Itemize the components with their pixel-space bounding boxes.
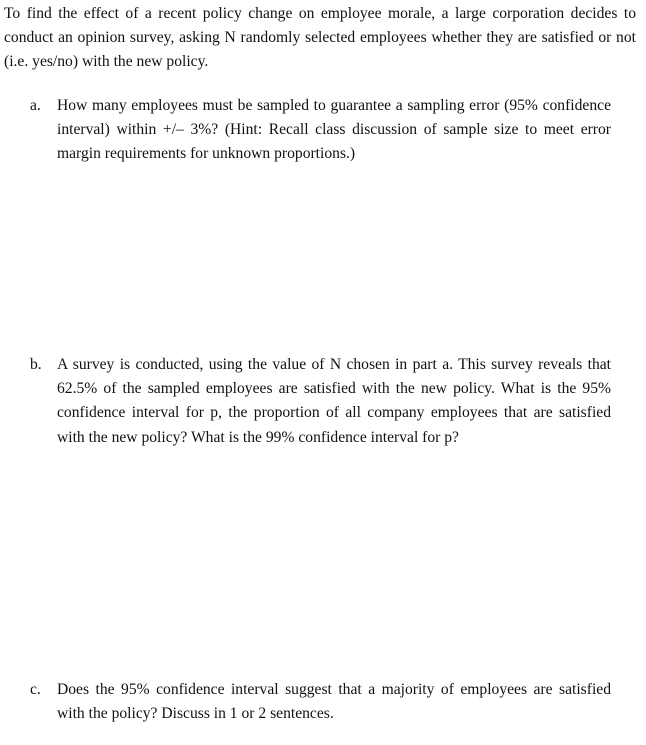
question-b-label: b. <box>30 356 42 373</box>
question-b-text: A survey is conducted, using the value of N chosen in part a. This survey reveals that 62.5% of the sampled employees are satisfied with the new policy. What is the 95% confidence interval for p, the proportion of all company employees that are satisfied with the new policy? What is the 99% confidence interval for p? <box>57 356 611 446</box>
question-b <box>30 353 611 450</box>
question-a-label: a. <box>30 97 41 114</box>
intro-paragraph: To find the effect of a recent policy change on employee morale, a large corporation decides to conduct an opinion survey, asking N randomly selected employees whether they are satisfied or not (i.e. yes/no) with the new policy. <box>4 5 636 71</box>
question-a-text: How many employees must be sampled to guarantee a sampling error (95% confidence interval) within +/– 3%? (Hint: Recall class discussion of sample size to meet error margin requirements for unknown proportions.) <box>57 97 611 163</box>
question-a <box>30 94 611 167</box>
question-c <box>30 678 611 726</box>
question-c-text: Does the 95% confidence interval suggest that a majority of employees are satisfied with the policy? Discuss in 1 or 2 sentences. <box>57 681 611 723</box>
question-c-label: c. <box>30 681 41 698</box>
